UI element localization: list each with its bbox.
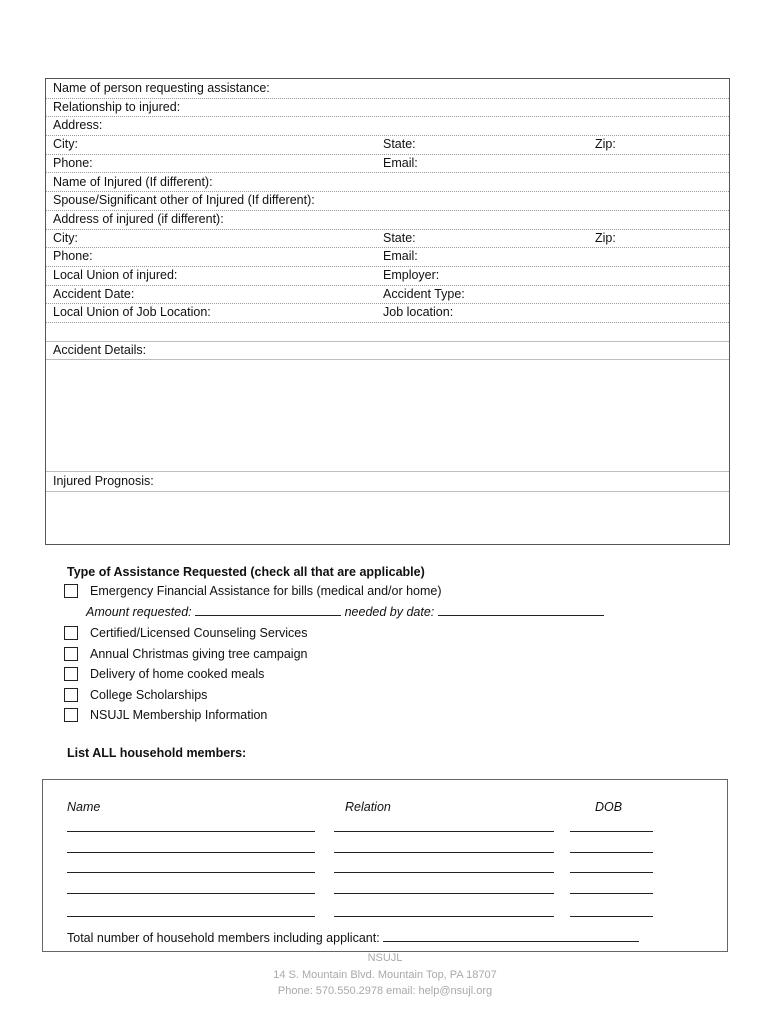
assistance-option-label: Certified/Licensed Counseling Services: [90, 626, 308, 640]
needed-by-date-label: needed by date:: [344, 605, 435, 619]
form-row: [46, 154, 729, 174]
form-field-label: Local Union of injured:: [53, 268, 178, 282]
form-field-label: Phone:: [53, 249, 93, 264]
accident-details-row: [46, 341, 729, 361]
amount-requested-label: Amount requested:: [86, 605, 192, 619]
total-household-label: Total number of household members including applicant:: [67, 931, 380, 945]
form-row: [46, 266, 729, 286]
form-field-input[interactable]: [376, 211, 706, 226]
injured-prognosis-row: [46, 471, 729, 492]
footer-org: NSUJL: [367, 952, 403, 964]
assistance-option-label: Delivery of home cooked meals: [90, 667, 265, 681]
form-field-label: State:: [383, 230, 416, 245]
form-field-label: City:: [53, 137, 78, 152]
household-dob-field[interactable]: [570, 872, 653, 873]
household-heading: List ALL household members:: [67, 746, 247, 760]
accident-details-label: Accident Details:: [53, 342, 147, 357]
form-field-input[interactable]: [376, 99, 706, 114]
checkbox[interactable]: [64, 688, 78, 702]
needed-by-date-field[interactable]: [438, 602, 604, 616]
assistance-heading: Type of Assistance Requested (check all that are applicable): [67, 565, 425, 579]
household-members-box: [42, 779, 728, 952]
household-dob-field[interactable]: [570, 916, 653, 917]
form-field-label: Accident Date:: [53, 286, 135, 301]
assistance-option-label: College Scholarships: [90, 688, 208, 702]
household-name-field[interactable]: [67, 872, 315, 873]
household-relation-field[interactable]: [334, 893, 554, 894]
form-field-label: Accident Type:: [383, 286, 465, 301]
form-row: [46, 135, 729, 155]
form-field-input[interactable]: [376, 117, 706, 132]
checkbox[interactable]: [64, 584, 78, 598]
form-field-input[interactable]: [276, 286, 376, 301]
form-field-label: Phone:: [53, 155, 93, 170]
form-field-label: State:: [383, 137, 416, 152]
form-field-label: Zip:: [595, 137, 616, 152]
form-field-label: Zip:: [595, 230, 616, 245]
assistance-option-label: Emergency Financial Assistance for bills (medical and/or home): [90, 584, 442, 598]
form-field-input[interactable]: [276, 267, 376, 282]
form-row: [46, 247, 729, 267]
form-row: [46, 303, 729, 323]
household-relation-field[interactable]: [334, 916, 554, 917]
form-field-label: City:: [53, 230, 78, 245]
household-name-field[interactable]: [67, 916, 315, 917]
household-name-field[interactable]: [67, 893, 315, 894]
form-field-label: Name of person requesting assistance:: [53, 81, 270, 95]
form-field-input[interactable]: [276, 155, 376, 170]
total-household-field[interactable]: [383, 928, 639, 942]
form-row-blank: [46, 322, 729, 342]
form-field-label: Email:: [383, 155, 418, 170]
form-field-input[interactable]: [376, 192, 706, 207]
form-field-input[interactable]: [276, 136, 376, 151]
checkbox[interactable]: [64, 626, 78, 640]
form-field-input[interactable]: [376, 80, 706, 95]
form-field-input[interactable]: [276, 248, 376, 263]
injured-prognosis-label: Injured Prognosis:: [53, 474, 154, 488]
applicant-info-form: [45, 78, 730, 545]
form-field-label: Name of Injured (If different):: [53, 174, 213, 189]
column-header-name: Name: [67, 800, 101, 814]
checkbox[interactable]: [64, 647, 78, 661]
injured-prognosis-input[interactable]: [47, 492, 728, 546]
household-relation-field[interactable]: [334, 872, 554, 873]
form-field-label: Address:: [53, 118, 103, 133]
form-row: [46, 79, 729, 99]
household-dob-field[interactable]: [570, 852, 653, 853]
form-row: [46, 285, 729, 305]
form-row: [46, 116, 729, 136]
footer-address: 14 S. Mountain Blvd. Mountain Top, PA 18707: [273, 968, 497, 981]
form-field-label: Relationship to injured:: [53, 99, 181, 114]
form-row: [46, 191, 729, 211]
household-dob-field[interactable]: [570, 831, 653, 832]
form-field-label: Spouse/Significant other of Injured (If different):: [53, 193, 315, 208]
total-household-row: [67, 928, 639, 947]
column-header-dob: DOB: [595, 800, 623, 814]
form-field-input[interactable]: [376, 174, 706, 189]
form-field-label: Employer:: [383, 268, 440, 282]
form-field-input[interactable]: [276, 304, 376, 319]
form-field-label: Address of injured (if different):: [53, 211, 224, 226]
form-row: [46, 98, 729, 118]
household-relation-field[interactable]: [334, 852, 554, 853]
form-field-input[interactable]: [276, 230, 376, 245]
assistance-option-label: NSUJL Membership Information: [90, 708, 268, 722]
form-row: [46, 173, 729, 193]
amount-row: [86, 602, 604, 621]
form-row: [46, 229, 729, 249]
form-field-label: Local Union of Job Location:: [53, 305, 211, 320]
form-field-label: Email:: [383, 249, 418, 264]
footer-contact: Phone: 570.550.2978 email: help@nsujl.org: [277, 985, 493, 997]
form-field-label: Job location:: [383, 305, 454, 320]
accident-details-input[interactable]: [47, 361, 728, 475]
checkbox[interactable]: [64, 708, 78, 722]
column-header-relation: Relation: [345, 800, 391, 814]
household-relation-field[interactable]: [334, 831, 554, 832]
footer: [0, 950, 770, 1000]
household-name-field[interactable]: [67, 852, 315, 853]
household-name-field[interactable]: [67, 831, 315, 832]
checkbox[interactable]: [64, 667, 78, 681]
household-dob-field[interactable]: [570, 893, 653, 894]
assistance-option-label: Annual Christmas giving tree campaign: [90, 647, 308, 661]
amount-requested-field[interactable]: [195, 602, 341, 616]
form-row: [46, 210, 729, 230]
